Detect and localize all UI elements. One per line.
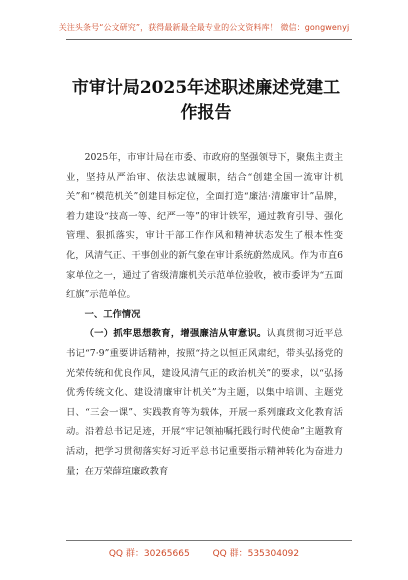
qq-group-2: QQ 群：535304092 [212, 549, 300, 559]
intro-paragraph: 2025年，市审计局在市委、市政府的坚强领导下，聚焦主责主业，坚持从严治审、依法忠诚履职，结合“创建全国一流审计机关”和“模范机关”创建目标定位，全面打造“廉洁·清廉审计”品牌，着力建设“技高一等、纪严一等”的审计铁军，通过教育引导、强化管理、狠抓落实，审计干部工作作风和精神状态发生了根本性变化，风清气正、干事创业的新气象在审计系统蔚然成风。作为市直6家单位之一，通过了省级清廉机关示范单位验收，被市委评为“五面红旗”示范单位。 [66, 152, 343, 301]
document-body [66, 148, 343, 481]
section-heading: 一、工作情况 [84, 308, 141, 320]
paragraph-lead: （一）抓牢思想教育，增强廉洁从审意识。 [84, 328, 267, 340]
header-note: 关注头条号“公文研究”，获得最新最全最专业的公文资料库！ 微信：gongwenyj [58, 23, 350, 32]
qq-group-1: QQ 群：30265665 [108, 549, 190, 559]
document-title: 市审计局2025年述职述廉述党建工作报告 [71, 78, 341, 123]
paragraph-text: 认真贯彻习近平总书记“7·9”重要讲话精神，按照“持之以恒正风肃纪，带头弘扬党的光荣传统和优良作风，建设风清气正的政治机关”的要求，以“弘扬优秀传统文化、建设清廉审计机关”为主题，以集中培训、主题党日、“三会一课”、实践教育等为载体，开展一系列廉政文化教育活动。沿着总书记足迹，开展“牢记领袖嘱托践行时代使命”主题教育活动，把学习贯彻落实好习近平总书记重要指示精神转化为奋进力量；在万荣薛瑄廉政教育 [66, 328, 343, 477]
footer [0, 546, 408, 559]
section-paragraph [66, 324, 343, 481]
header-divider [66, 39, 352, 40]
footer-divider [66, 540, 352, 541]
